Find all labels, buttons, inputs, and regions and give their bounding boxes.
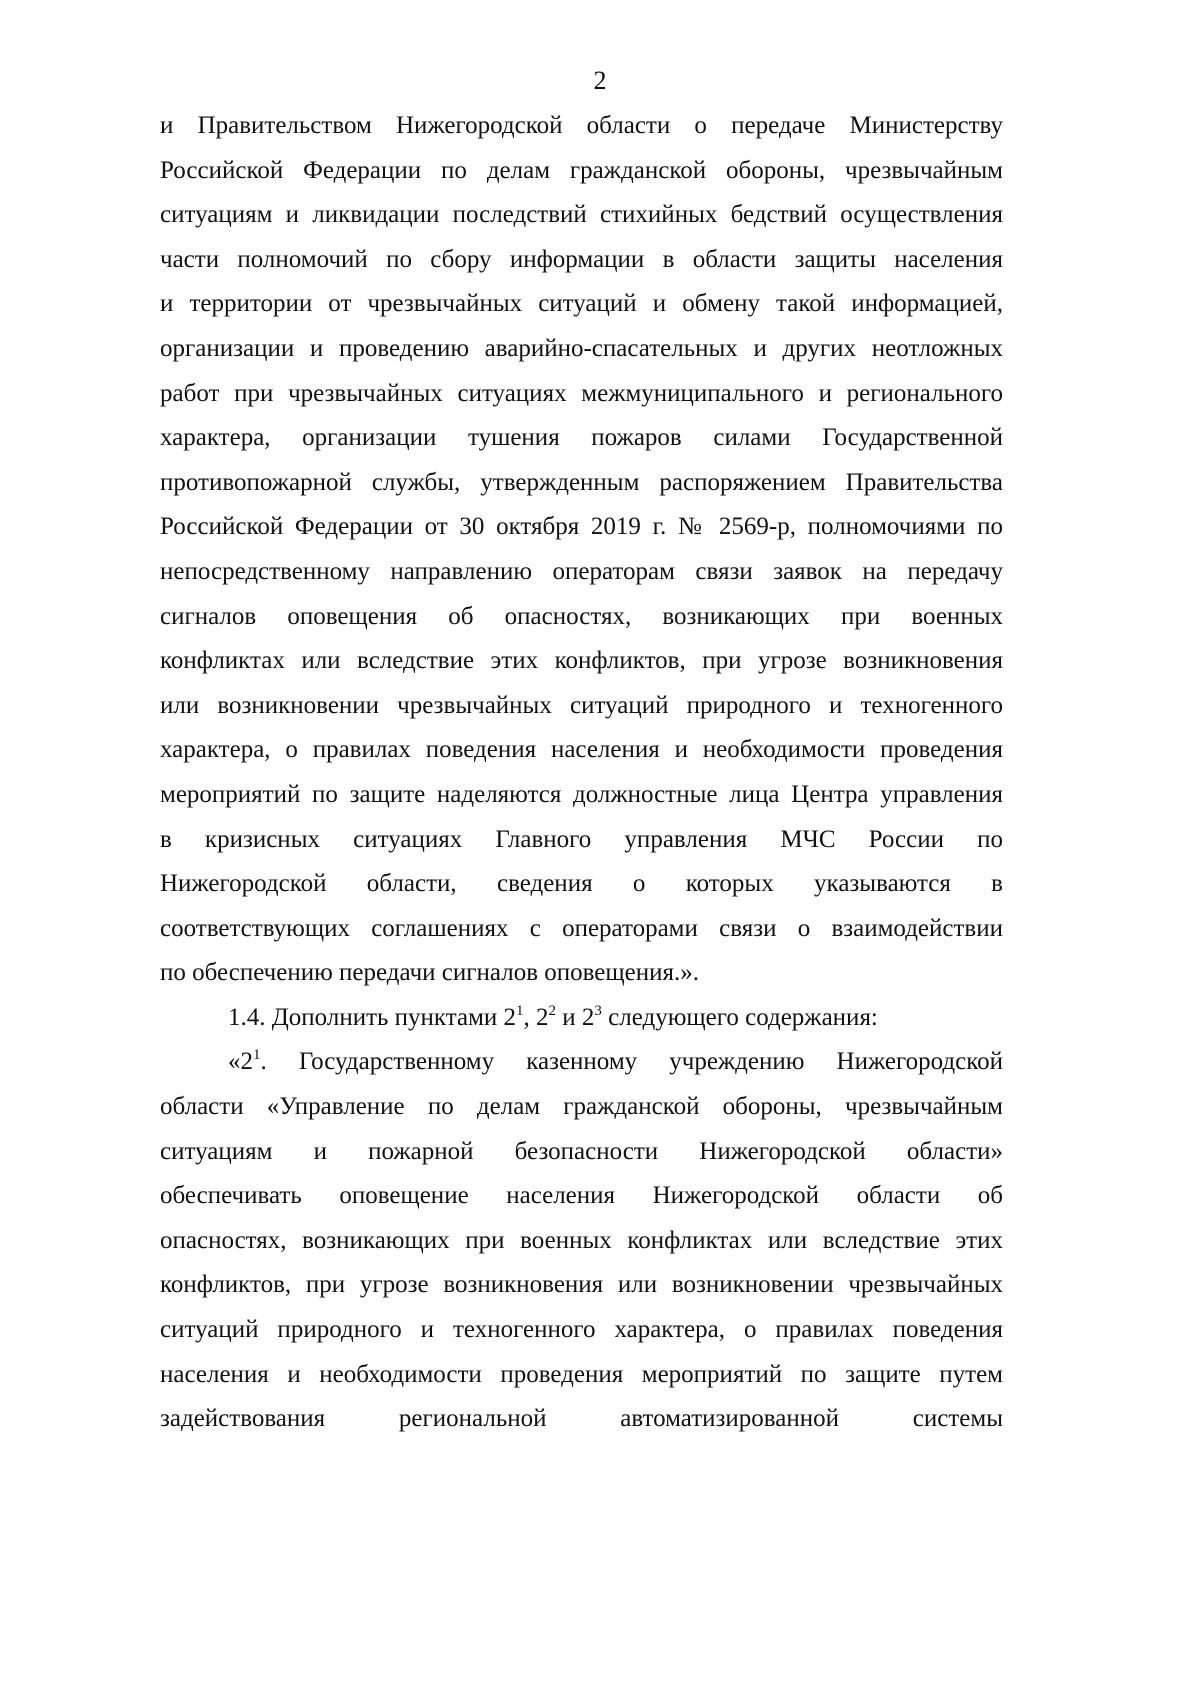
superscript: 1 (253, 1047, 261, 1064)
text-line: Российской Федерации от 30 октября 2019 г. № 2569-р, полномочиями по (160, 513, 1003, 541)
text-line: населения и необходимости проведения мероприятий по защите путем (160, 1360, 1003, 1388)
item-1-4-suffix: следующего содержания: (601, 1003, 878, 1031)
superscript: 2 (548, 1002, 557, 1019)
text-line: мероприятий по защите наделяются должностные лица Центра управления (160, 780, 1003, 808)
text-line: конфликтов, при угрозе возникновения или возникновении чрезвычайных (160, 1271, 1003, 1299)
text-line: обеспечивать оповещение населения Нижегородской области об (160, 1182, 1003, 1210)
superscript: 3 (594, 1002, 602, 1019)
item-2-1-first-line (160, 1040, 1003, 1085)
text-line: Нижегородской области, сведения о которых указываются в (160, 870, 1003, 898)
text-line: и Правительством Нижегородской области о передаче Министерству (160, 112, 1003, 139)
text-line: и территории от чрезвычайных ситуаций и обмену такой информацией, (160, 290, 1003, 318)
text-line: работ при чрезвычайных ситуациях межмуниципального и регионального (160, 379, 1003, 407)
text-line: ситуациям и пожарной безопасности Нижегородской области» (160, 1137, 1003, 1165)
text-line: по обеспечению передачи сигналов оповещения.». (160, 959, 699, 987)
text-line: характера, о правилах поведения населения и необходимости проведения (160, 736, 1003, 764)
text-line: части полномочий по сбору информации в области защиты населения (160, 245, 1003, 273)
text-line: конфликтах или вследствие этих конфликтов, при угрозе возникновения (160, 647, 1003, 675)
item-1-4-paragraph (160, 996, 1003, 1041)
item-1-4-prefix: 1.4. Дополнить пунктами 2 (228, 1003, 517, 1031)
text-line: ситуациям и ликвидации последствий стихийных бедствий осуществления (160, 201, 1003, 229)
document-body (160, 104, 1003, 1442)
text-line: в кризисных ситуациях Главного управления МЧС России по (160, 825, 1003, 853)
item-1-4-text: и 2 (556, 1003, 595, 1031)
text-line: задействования региональной автоматизированной системы (160, 1405, 1003, 1433)
text-line: организации и проведению аварийно-спасательных и других неотложных (160, 334, 1003, 362)
text-line: опасностях, возникающих при военных конфликтах или вследствие этих (160, 1226, 1003, 1254)
text-line: ситуаций природного и техногенного характера, о правилах поведения (160, 1316, 1003, 1344)
text-line: противопожарной службы, утвержденным распоряжением Правительства (160, 468, 1003, 496)
text-line: области «Управление по делам гражданской обороны, чрезвычайным (160, 1093, 1003, 1121)
text-line: сигналов оповещения об опасностях, возникающих при военных (160, 602, 1003, 630)
text-line: или возникновении чрезвычайных ситуаций природного и техногенного (160, 691, 1003, 719)
text-line: характера, организации тушения пожаров силами Государственной (160, 424, 1003, 452)
item-2-1-prefix: «2 (228, 1048, 253, 1076)
text-line: непосредственному направлению операторам связи заявок на передачу (160, 557, 1003, 585)
item-1-4-text: , 2 (523, 1003, 549, 1031)
item-2-1-text: . Государственному казенному учреждению Нижегородской (260, 1048, 1003, 1076)
superscript: 1 (516, 1002, 524, 1019)
page-number: 2 (593, 66, 607, 95)
text-line: Российской Федерации по делам гражданской обороны, чрезвычайным (160, 156, 1003, 184)
text-line: соответствующих соглашениях с операторами связи о взаимодействии (160, 914, 1003, 942)
